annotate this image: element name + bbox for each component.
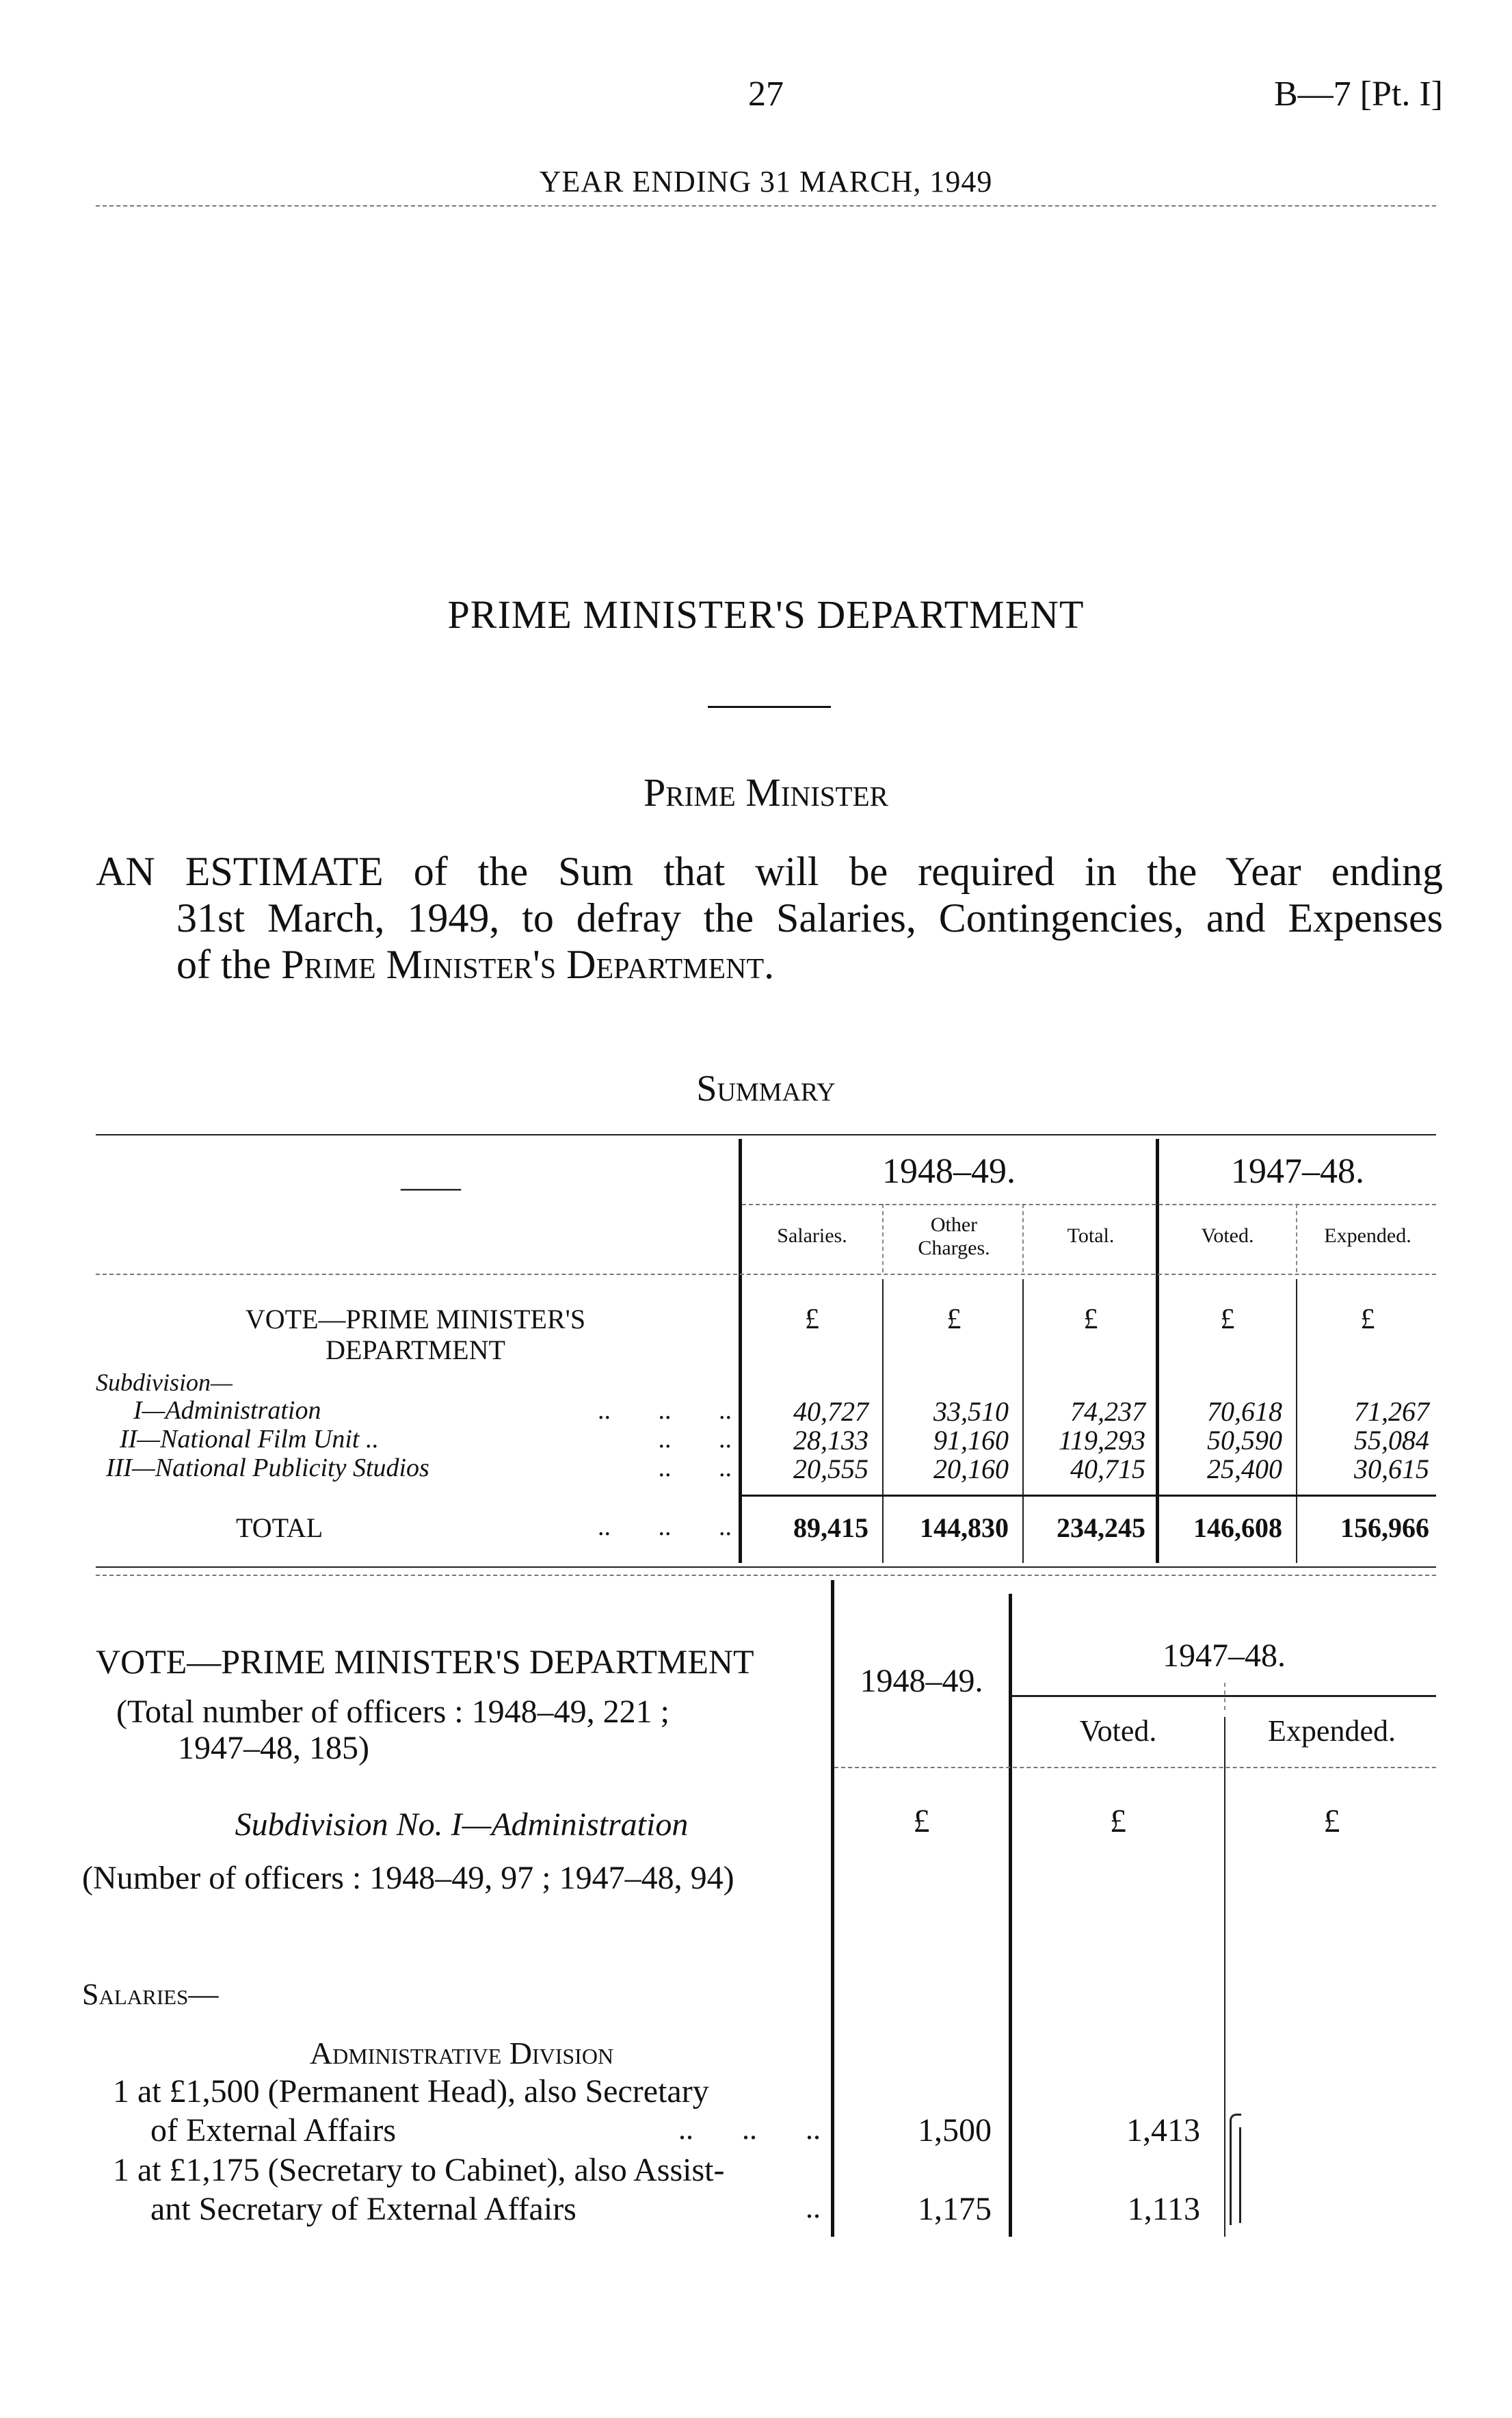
summary-total-total: 234,245: [1057, 1512, 1145, 1543]
summary-row-label-2: II—National Film Unit ..: [120, 1425, 379, 1454]
estimate-line-3-suffix: .: [764, 942, 775, 987]
title-rule: [708, 706, 831, 708]
summary-row-1-salaries: 40,727: [793, 1396, 868, 1427]
summary-top-rule: [96, 1134, 1436, 1135]
header-rule: [96, 205, 1436, 207]
summary-col-expended: Expended.: [1324, 1224, 1411, 1247]
vote-subdivision-officers: (Number of officers : 1948–49, 97 ; 1947–48, 94): [82, 1860, 734, 1896]
page-title: PRIME MINISTER'S DEPARTMENT: [447, 592, 1085, 637]
summary-total-other: 144,830: [920, 1512, 1009, 1543]
summary-row-3-total: 40,715: [1070, 1454, 1145, 1484]
summary-row-label-1: I—Administration: [133, 1396, 321, 1425]
salary-item-1-line-1: 1 at £1,500 (Permanent Head), also Secretary: [113, 2073, 709, 2110]
summary-vrule-2: [882, 1204, 884, 1272]
summary-total-label: TOTAL: [236, 1512, 323, 1543]
summary-total-voted: 146,608: [1193, 1512, 1282, 1543]
vote-currency-1: £: [913, 1803, 930, 1839]
summary-bottom-rule: [96, 1566, 1436, 1568]
summary-col-salaries: Salaries.: [777, 1224, 847, 1247]
summary-year-b: 1947–48.: [1231, 1152, 1364, 1191]
salary-item-1-voted: 1,413: [1126, 2112, 1200, 2148]
summary-currency-2: £: [946, 1304, 961, 1335]
summary-col-other-charges: Other Charges.: [918, 1213, 990, 1259]
salary-item-2-dots: ..: [806, 2191, 821, 2224]
summary-year-rule: [742, 1204, 1436, 1205]
bracket-brace-right: [1239, 2127, 1241, 2223]
summary-vrule-3: [1022, 1204, 1024, 1272]
summary-row-dots-3: .. ..: [658, 1454, 732, 1482]
salary-item-1-line-2: of External Affairs: [150, 2112, 396, 2148]
summary-vrule-1: [739, 1139, 742, 1563]
summary-row-3-expended: 30,615: [1354, 1454, 1429, 1484]
salaries-label: Salaries—: [82, 1977, 219, 2011]
summary-row-3-other: 20,160: [933, 1454, 1009, 1484]
division-label: Administrative Division: [309, 2036, 614, 2071]
vote-subdivision: Subdivision No. I—Administration: [235, 1806, 689, 1843]
summary-row-dots-2: .. ..: [658, 1425, 732, 1454]
vote-currency-3: £: [1323, 1803, 1340, 1839]
vote-officers-line-1: (Total number of officers : 1948–49, 221 ;: [116, 1694, 669, 1730]
salary-item-2-voted: 1,113: [1127, 2191, 1200, 2227]
summary-col-voted: Voted.: [1201, 1224, 1254, 1247]
summary-row-1-other: 33,510: [933, 1396, 1009, 1427]
summary-vote-line-2: DEPARTMENT: [326, 1335, 505, 1365]
year-heading: YEAR ENDING 31 MARCH, 1949: [539, 165, 993, 198]
summary-year-a: 1948–49.: [882, 1152, 1016, 1191]
summary-vrule-4: [1156, 1139, 1159, 1563]
page-number: 27: [748, 75, 784, 114]
summary-currency-4: £: [1220, 1304, 1235, 1335]
summary-total-expended: 156,966: [1340, 1512, 1429, 1543]
summary-vote-line-1: VOTE—PRIME MINISTER'S: [245, 1304, 586, 1335]
vote-year-rule: [1012, 1695, 1436, 1697]
summary-vrule-body-5: [1296, 1279, 1297, 1563]
salary-item-1-dots: .. .. ..: [678, 2112, 821, 2146]
vote-officers-line-2: 1947–48, 185): [178, 1730, 369, 1766]
estimate-line-3: [176, 941, 1443, 988]
summary-col-total: Total.: [1067, 1224, 1115, 1247]
summary-subdivision-label: Subdivision—: [96, 1369, 233, 1396]
summary-row-label-3: III—National Publicity Studios: [106, 1454, 429, 1482]
summary-currency-1: £: [805, 1304, 819, 1335]
vote-vrule-3: [1224, 1717, 1225, 2237]
summary-vrule-body-2: [882, 1279, 884, 1563]
summary-row-dots-1: .. .. ..: [598, 1396, 732, 1425]
summary-heading: Summary: [696, 1068, 836, 1109]
summary-row-1-voted: 70,618: [1207, 1396, 1282, 1427]
document-reference: B—7 [Pt. I]: [1274, 75, 1443, 114]
summary-header-rule: [96, 1274, 1436, 1275]
summary-row-2-total: 119,293: [1058, 1425, 1145, 1456]
estimate-line-3-prefix: of the: [176, 942, 282, 987]
summary-currency-5: £: [1360, 1304, 1375, 1335]
summary-row-2-expended: 55,084: [1354, 1425, 1429, 1456]
vote-col-year-a: 1948–49.: [860, 1663, 983, 1699]
summary-row-3-voted: 25,400: [1207, 1454, 1282, 1484]
vote-col-voted: Voted.: [1079, 1714, 1157, 1748]
vote-header-rule: [834, 1767, 1436, 1768]
salary-item-2-estimate: 1,175: [918, 2191, 992, 2227]
vote-title: VOTE—PRIME MINISTER'S DEPARTMENT: [96, 1642, 754, 1681]
summary-currency-3: £: [1083, 1304, 1098, 1335]
summary-row-2-other: 91,160: [933, 1425, 1009, 1456]
subtitle: Prime Minister: [644, 770, 888, 815]
estimate-line-1: AN ESTIMATE of the Sum that will be required in the Year ending: [96, 849, 1443, 894]
estimate-line-2: 31st March, 1949, to defray the Salaries, Contingencies, and Expenses: [176, 895, 1443, 941]
vote-col-year-b: 1947–48.: [1163, 1638, 1286, 1674]
summary-vrule-5: [1296, 1204, 1297, 1272]
summary-row-2-voted: 50,590: [1207, 1425, 1282, 1456]
summary-vrule-body-3: [1022, 1279, 1024, 1563]
summary-row-1-expended: 71,267: [1354, 1396, 1429, 1427]
summary-row-1-total: 74,237: [1070, 1396, 1145, 1427]
summary-bottom-rule-2: [96, 1575, 1436, 1576]
vote-currency-2: £: [1110, 1803, 1126, 1839]
vote-col-expended: Expended.: [1268, 1714, 1396, 1748]
summary-total-rule: [739, 1495, 1436, 1497]
summary-total-dots: .. .. ..: [598, 1512, 732, 1541]
summary-row-3-salaries: 20,555: [793, 1454, 868, 1484]
estimate-department-name: Prime Minister's Department: [281, 942, 765, 987]
summary-left-dash: ——: [401, 1170, 461, 1204]
salary-item-1-estimate: 1,500: [918, 2112, 992, 2148]
summary-total-salaries: 89,415: [793, 1512, 868, 1543]
summary-row-2-salaries: 28,133: [793, 1425, 868, 1456]
salary-item-2-line-1: 1 at £1,175 (Secretary to Cabinet), also Assist-: [113, 2152, 725, 2188]
salary-item-2-line-2: ant Secretary of External Affairs: [150, 2191, 576, 2227]
